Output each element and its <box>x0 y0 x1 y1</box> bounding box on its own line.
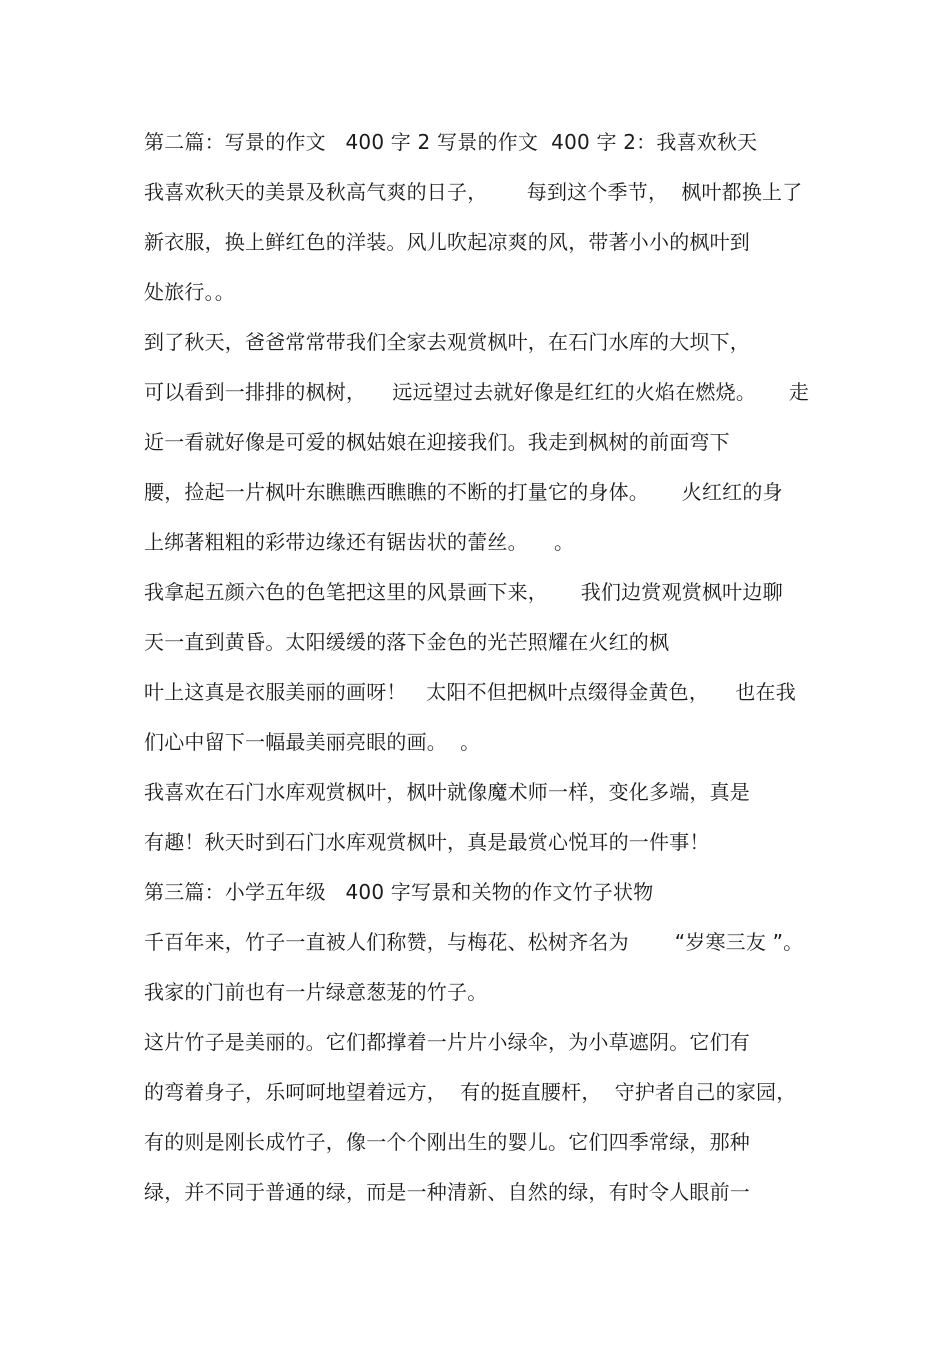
text-line: 到了秋天，爸爸常常带我们全家去观赏枫叶，在石门水库的大坝下， <box>144 330 750 354</box>
text-line: 绿，并不同于普通的绿，而是一种清新、自然的绿，有时令人眼前一 <box>144 1180 750 1204</box>
text-line: 我喜欢在石门水库观赏枫叶，枫叶就像魔术师一样，变化多端，真是 <box>144 780 750 804</box>
text-line: 这片竹子是美丽的。它们都撑着一片片小绿伞，为小草遮阴。它们有 <box>144 1030 750 1054</box>
text-line: 可以看到一排排的枫树， 远远望过去就好像是红红的火焰在燃烧。 走 <box>144 380 810 404</box>
text-line: 有的则是刚长成竹子，像一个个刚出生的婴儿。它们四季常绿，那种 <box>144 1130 750 1154</box>
text-line: 们心中留下一幅最美丽亮眼的画。 。 <box>144 730 481 754</box>
text-line: 我家的门前也有一片绿意葱茏的竹子。 <box>144 980 488 1004</box>
text-line: 我拿起五颜六色的色笔把这里的风景画下来， 我们边赏观赏枫叶边聊 <box>144 580 783 604</box>
text-line: 新衣服，换上鲜红色的洋装。风儿吹起凉爽的风，带著小小的枫叶到 <box>144 230 750 254</box>
text-line: 千百年来，竹子一直被人们称赞，与梅花、松树齐名为 “岁寒三友 ”。 <box>144 930 804 954</box>
text-line: 有趣！秋天时到石门水库观赏枫叶，真是最赏心悦耳的一件事！ <box>144 830 710 854</box>
heading-article-2: 第二篇：写景的作文 400 字 2 写景的作文 400 字 2：我喜欢秋天 <box>144 130 758 154</box>
text-line: 腰，捡起一片枫叶东瞧瞧西瞧瞧的不断的打量它的身体。 火红红的身 <box>144 480 783 504</box>
text-line: 天一直到黄昏。太阳缓缓的落下金色的光芒照耀在火红的枫 <box>144 630 670 654</box>
text-line: 叶上这真是衣服美丽的画呀！ 太阳不但把枫叶点缀得金黄色， 也在我 <box>144 680 796 704</box>
text-line: 近一看就好像是可爱的枫姑娘在迎接我们。我走到枫树的前面弯下 <box>144 430 730 454</box>
text-line: 上绑著粗粗的彩带边缘还有锯齿状的蕾丝。 。 <box>144 530 575 554</box>
heading-article-3: 第三篇：小学五年级 400 字写景和关物的作文竹子状物 <box>144 880 654 904</box>
text-line: 我喜欢秋天的美景及秋高气爽的日子， 每到这个季节， 枫叶都换上了 <box>144 180 803 204</box>
text-line: 处旅行。。 <box>144 280 235 304</box>
text-line: 的弯着身子，乐呵呵地望着远方， 有的挺直腰杆， 守护者自己的家园， <box>144 1080 797 1104</box>
